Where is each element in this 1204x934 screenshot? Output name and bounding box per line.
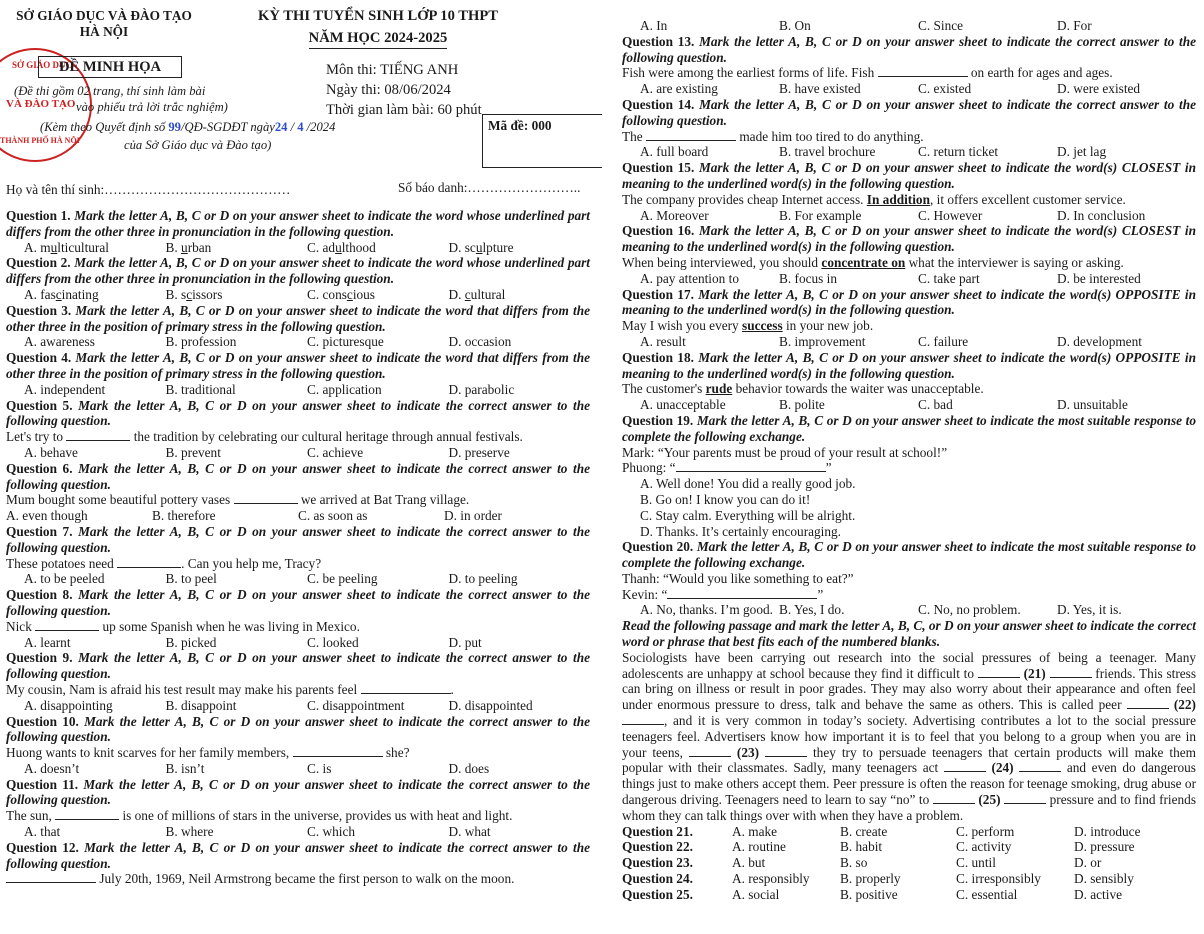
option-19c[interactable]: C. Stay calm. Everything will be alright. [640,507,856,523]
option-22a[interactable]: A. routine [732,839,786,855]
option-13c[interactable]: C. existed [918,81,972,97]
option-7a[interactable]: A. to be peeled [24,571,105,587]
exchange-20-kevin: Kevin: “ ” [622,586,824,602]
sentence-11: The sun, is one of millions of stars in the universe, provides us with heat and light. [6,808,513,824]
sentence-17: May I wish you every success in your new job. [622,318,874,334]
options-1 [6,240,590,256]
sentence-12: July 20th, 1969, Neil Armstrong became the first person to walk on the moon. [6,871,590,887]
option-17c[interactable]: C. failure [918,333,969,349]
decision-day: 24 [274,120,288,134]
passage-text: Sociologists have been carrying out research into the social pressures of being a teenager. Many adolescents are unhappy at school because they find it difficult to (21) friends. This stress can bring on illness or result in poor grades. They may also worry about their appearance and often feel under enormous pressure to dress, talk and behave the same as others. This is called peer (22) , and it is very common in today’s society. Advertising contributes a lot to the social pressure teenagers feel. Advertisers know how important it is to feel that you belong to a group when you are in your teens, (23) they try to persuade teenagers that certain products will make them popular with their classmates. Sadly, many teenagers act (24) and even do dangerous things just to make others accept them. Peer pressure is often the reason for teenage smoking, drug abuse or dangerous driving. Teenagers need to learn to say “no” to (25) pressure and to find friends whom they can talk things over with when they have a problem. [622,649,1196,823]
question-6: Question 6. Mark the letter A, B, C or D on your answer sheet to indicate the correct answer to the following question. [6,460,590,492]
option-8b[interactable]: B. picked [165,634,217,650]
option-20c[interactable]: C. No, no problem. [918,602,1021,618]
question-19: Question 19. Mark the letter A, B, C or D on your answer sheet to indicate the most suitable response to complete the following exchange. [622,412,1196,444]
option-5d[interactable]: D. preserve [448,444,510,460]
note-department: của Sở Giáo dục và Đào tạo) [124,138,272,152]
option-12a[interactable]: A. In [640,18,668,33]
option-23a[interactable]: A. but [732,855,766,871]
sentence-13: Fish were among the earliest forms of life. Fish on earth for ages and ages. [622,65,1113,81]
option-24b[interactable]: B. properly [840,871,901,887]
question-16: Question 16. Mark the letter A, B, C or D on your answer sheet to indicate the word(s) CLOSEST in meaning to the underlined word(s) in the following question. [622,223,1196,255]
question-17: Question 17. Mark the letter A, B, C or D on your answer sheet to indicate the word(s) OPPOSITE in meaning to the underlined word(s) in the following question. [622,286,1196,318]
option-4b[interactable]: B. traditional [165,381,236,397]
passage-question-25 [622,887,1196,903]
option-19a[interactable]: A. Well done! You did a really good job. [640,476,856,492]
option-13b[interactable]: B. have existed [779,81,861,97]
option-13a[interactable]: A. are existing [640,81,718,97]
exchange-19-phuong: Phuong: “ ” [622,460,832,476]
option-11d[interactable]: D. what [448,824,491,840]
passage-question-24 [622,871,1196,887]
option-2d[interactable]: D. cultural [448,286,506,302]
options-14 [622,144,1196,160]
option-20b[interactable]: B. Yes, I do. [779,602,845,618]
exam-year: NĂM HỌC 2024-2025 [309,30,448,49]
option-6a[interactable]: A. even though [6,508,88,524]
option-24c[interactable]: C. irresponsibly [956,871,1041,887]
option-24d[interactable]: D. sensibly [1074,871,1134,887]
option-8d[interactable]: D. put [448,634,482,650]
option-1c[interactable]: C. adulthood [307,239,376,255]
candidate-name-line: Họ và tên thí sinh:…………………………………… [6,182,291,197]
option-25d[interactable]: D. active [1074,886,1122,902]
options-8 [6,635,590,651]
pq-label-21: Question 21. [622,823,693,839]
exam-info [326,60,482,120]
exchange-20-thanh: Thanh: “Would you like something to eat?” [622,570,854,586]
sentence-9: My cousin, Nam is afraid his test result may make his parents feel . [6,681,454,697]
question-4: Question 4. Mark the letter A, B, C or D on your answer sheet to indicate the word that differs from the other three in the position of primary stress in the following question. [6,350,590,381]
option-2b[interactable]: B. scissors [165,286,223,302]
note-pages: (Đề thi gồm 02 trang, thí sinh làm bài [14,84,206,98]
passage-question-22 [622,839,1196,855]
option-17a[interactable]: A. result [640,333,686,349]
option-10a[interactable]: A. doesn’t [24,760,80,776]
option-8a[interactable]: A. learnt [24,634,71,650]
option-14c[interactable]: C. return ticket [918,144,999,160]
option-7d[interactable]: D. to peeling [448,571,518,587]
stamp-text-1: SỞ GIÁO DỤC [12,60,73,70]
option-23b[interactable]: B. so [840,855,868,871]
candidate-number-line: Số báo danh:…………………….. [398,180,581,195]
option-6c[interactable]: C. as soon as [298,508,368,524]
option-3a[interactable]: A. awareness [24,334,95,350]
option-9d[interactable]: D. disappointed [448,697,533,713]
option-15b[interactable]: B. For example [779,207,862,223]
option-8c[interactable]: C. looked [307,634,359,650]
options-9 [6,698,590,714]
options-7 [6,571,590,587]
stamp-text-3: THÀNH PHỐ HÀ NỘI [0,136,80,145]
option-12d[interactable]: D. For [1057,18,1092,33]
question-12: Question 12. Mark the letter A, B, C or D on your answer sheet to indicate the correct answer to the following question. [6,839,590,871]
page-right [602,0,1204,934]
option-17d[interactable]: D. development [1057,333,1142,349]
options-13 [622,81,1196,97]
option-13d[interactable]: D. were existed [1057,81,1141,97]
option-11a[interactable]: A. that [24,824,61,840]
option-21c[interactable]: C. perform [956,823,1015,839]
option-12b[interactable]: B. On [779,18,811,33]
option-19d[interactable]: D. Thanks. It’s certainly encouraging. [640,523,841,539]
option-18a[interactable]: A. unacceptable [640,397,726,413]
option-18d[interactable]: D. unsuitable [1057,397,1128,413]
option-11b[interactable]: B. where [165,824,214,840]
option-14a[interactable]: A. full board [640,144,709,160]
exam-title: KỲ THI TUYỂN SINH LỚP 10 THPT [257,8,499,24]
options-19 [622,476,1196,539]
option-25c[interactable]: C. essential [956,886,1018,902]
options-4 [6,382,590,398]
sentence-8: Nick up some Spanish when he was living in Mexico. [6,618,360,634]
exam-date: Ngày thi: 08/06/2024 [326,82,451,98]
option-15c[interactable]: C. However [918,207,983,223]
option-15d[interactable]: D. In conclusion [1057,207,1146,223]
option-14d[interactable]: D. jet lag [1057,144,1107,160]
option-3d[interactable]: D. occasion [448,334,512,350]
option-25b[interactable]: B. positive [840,886,898,902]
question-11: Question 11. Mark the letter A, B, C or D on your answer sheet to indicate the correct answer to the following question. [6,776,590,808]
option-3b[interactable]: B. profession [165,334,237,350]
option-16c[interactable]: C. take part [918,270,980,286]
option-4a[interactable]: A. independent [24,381,106,397]
option-18b[interactable]: B. polite [779,397,825,413]
option-1d[interactable]: D. sculpture [448,239,514,255]
option-23d[interactable]: D. or [1074,855,1102,871]
options-3 [6,334,590,350]
option-1b[interactable]: B. urban [165,239,212,255]
option-2a[interactable]: A. fascinating [24,286,99,302]
option-10b[interactable]: B. isn’t [165,760,205,776]
options-11 [6,824,590,840]
question-5: Question 5. Mark the letter A, B, C or D on your answer sheet to indicate the correct answer to the following question. [6,397,590,429]
question-10: Question 10. Mark the letter A, B, C or D on your answer sheet to indicate the correct answer to the following question. [6,713,590,745]
org-line1: SỞ GIÁO DỤC VÀ ĐÀO TẠO [16,8,192,23]
option-18c[interactable]: C. bad [918,397,953,413]
passage-question-23 [622,855,1196,871]
option-19b[interactable]: B. Go on! I know you can do it! [640,491,811,507]
passage-question-21 [622,824,1196,840]
pq-label-22: Question 22. [622,839,693,855]
option-24a[interactable]: A. responsibly [732,871,810,887]
option-16a[interactable]: A. pay attention to [640,270,739,286]
option-22d[interactable]: D. pressure [1074,839,1135,855]
sentence-10: Huong wants to knit scarves for her family members, she? [6,745,410,761]
question-14: Question 14. Mark the letter A, B, C or D on your answer sheet to indicate the correct answer to the following question. [622,96,1196,128]
decision-month: 4 [297,120,304,134]
option-6d[interactable]: D. in order [444,508,502,524]
option-20d[interactable]: D. Yes, it is. [1057,602,1122,618]
stamp-text-2: VÀ ĐÀO TẠO [6,98,76,110]
exam-header [0,4,590,197]
note-answer-sheet: vào phiếu trả lời trắc nghiệm) [76,100,228,114]
options-6 [6,508,590,524]
option-7b[interactable]: B. to peel [165,571,217,587]
option-21b[interactable]: B. create [840,823,888,839]
option-5a[interactable]: A. behave [24,444,78,460]
sentence-15: The company provides cheap Internet access. In addition, it offers excellent customer service. [622,191,1126,207]
option-7c[interactable]: C. be peeling [307,571,378,587]
option-12c[interactable]: C. Since [918,18,964,33]
question-1: Question 1. Mark the letter A, B, C or D on your answer sheet to indicate the word whose underlined part differs from the other three in pronunciation in the following question. [6,208,590,239]
question-20: Question 20. Mark the letter A, B, C or D on your answer sheet to indicate the most suitable response to complete the following exchange. [622,539,1196,571]
options-20 [622,602,1196,618]
option-5b[interactable]: B. prevent [165,444,221,460]
option-10c[interactable]: C. is [307,760,332,776]
option-2c[interactable]: C. conscious [307,286,375,302]
option-17b[interactable]: B. improvement [779,333,866,349]
option-14b[interactable]: B. travel brochure [779,144,876,160]
option-22b[interactable]: B. habit [840,839,883,855]
option-15a[interactable]: A. Moreover [640,207,709,223]
question-13: Question 13. Mark the letter A, B, C or D on your answer sheet to indicate the correct answer to the following question. [622,33,1196,65]
option-10d[interactable]: D. does [448,760,490,776]
passage-instruction: Read the following passage and mark the letter A, B, C, or D on your answer sheet to indicate the correct word or phrase that best fits each of the numbered blanks. [622,618,1196,650]
sentence-5: Let's try to the tradition by celebrating our cultural heritage through annual festivals. [6,429,523,445]
question-18: Question 18. Mark the letter A, B, C or D on your answer sheet to indicate the word(s) OPPOSITE in meaning to the underlined word(s) in the following question. [622,349,1196,381]
option-22c[interactable]: C. activity [956,839,1012,855]
exchange-19-mark: Mark: “Your parents must be proud of your result at school!” [622,444,948,460]
options-5 [6,445,590,461]
options-15 [622,208,1196,224]
exam-title-block [238,8,518,49]
options-17 [622,334,1196,350]
org-block [6,8,202,40]
option-20a[interactable]: A. No, thanks. I’m good. [640,602,773,618]
question-8: Question 8. Mark the letter A, B, C or D on your answer sheet to indicate the correct answer to the following question. [6,587,590,618]
sentence-7: These potatoes need . Can you help me, Tracy? [6,555,322,571]
de-minh-hoa-box: ĐỀ MINH HỌA [38,56,182,78]
pq-label-23: Question 23. [622,855,693,871]
sentence-18: The customer's rude behavior towards the waiter was unacceptable. [622,381,984,397]
options-10 [6,761,590,777]
sentence-16: When being interviewed, you should concentrate on what the interviewer is saying or asking. [622,254,1124,270]
option-21a[interactable]: A. make [732,823,778,839]
option-3c[interactable]: C. picturesque [307,334,384,350]
note-decision: (Kèm theo Quyết định số 99/QĐ-SGDĐT ngày24 / 4 /2024 [40,120,336,134]
pq-label-24: Question 24. [622,871,693,887]
org-line2: HÀ NỘI [79,24,129,39]
option-16b[interactable]: B. focus in [779,270,837,286]
pq-label-25: Question 25. [622,886,693,902]
exam-code: Mã đề: 000 [488,118,552,133]
subject: Môn thi: TIẾNG ANH [326,62,459,78]
question-7: Question 7. Mark the letter A, B, C or D on your answer sheet to indicate the correct answer to the following question. [6,523,590,555]
sentence-14: The made him too tired to do anything. [622,128,924,144]
option-9b[interactable]: B. disappoint [165,697,237,713]
question-9: Question 9. Mark the letter A, B, C or D on your answer sheet to indicate the correct answer to the following question. [6,650,590,682]
question-3: Question 3. Mark the letter A, B, C or D on your answer sheet to indicate the word that differs from the other three in the position of primary stress in the following question. [6,302,590,334]
option-23c[interactable]: C. until [956,855,996,871]
option-11c[interactable]: C. which [307,824,356,840]
option-6b[interactable]: B. therefore [152,508,216,524]
option-4c[interactable]: C. application [307,381,382,397]
options-16 [622,271,1196,287]
option-9c[interactable]: C. disappointment [307,697,405,713]
option-5c[interactable]: C. achieve [307,444,364,460]
option-1a[interactable]: A. multicultural [24,239,109,255]
passage-questions [622,824,1196,903]
option-25a[interactable]: A. social [732,886,780,902]
option-21d[interactable]: D. introduce [1074,823,1141,839]
option-4d[interactable]: D. parabolic [448,381,515,397]
option-9a[interactable]: A. disappointing [24,697,113,713]
exam-duration: Thời gian làm bài: 60 phút [326,102,482,118]
options-18 [622,397,1196,413]
option-16d[interactable]: D. be interested [1057,270,1141,286]
decision-number: 99 [168,120,181,134]
options-12 [622,18,1196,34]
question-2: Question 2. Mark the letter A, B, C or D on your answer sheet to indicate the word whose underlined part differs from the other three in pronunciation in the following question. [6,255,590,287]
question-15: Question 15. Mark the letter A, B, C or D on your answer sheet to indicate the word(s) CLOSEST in meaning to the underlined word(s) in the following question. [622,160,1196,191]
options-2 [6,287,590,303]
sentence-6: Mum bought some beautiful pottery vases we arrived at Bat Trang village. [6,492,470,508]
